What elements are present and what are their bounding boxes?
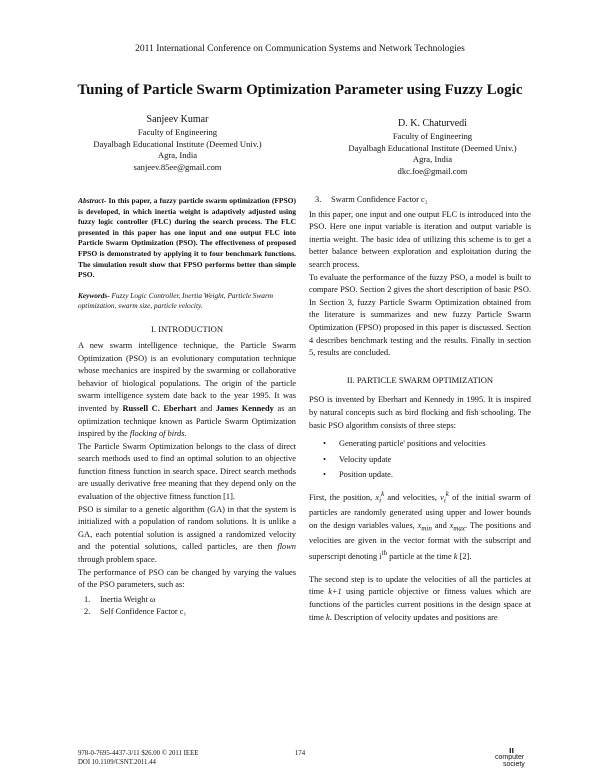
left-column [78,196,296,621]
paragraph: PSO is similar to a genetic algorithm (GA) in that the system is initialized with a population of random solutions. It is unlike a GA, each potential solution is assigned a randomized velocity and the potential solutions, called particles, are then flown through problem space. [78,504,296,565]
paragraph: In this paper, one input and one output FLC is introduced into the PSO. Here one input variable is iteration and output variable is inertia weight. The basic idea of utilizing this scheme is to get a better balance between exploration and exploitation during the search process. [309,209,531,269]
author-email: dkc.foe@gmail.com [397,165,468,176]
parameter-list-continued [309,194,531,207]
author-dept: Faculty of Engineering [137,127,218,137]
conference-header: 2011 International Conference on Communication Systems and Network Technologies [135,44,465,54]
section-heading-introduction: I. INTRODUCTION [150,323,224,334]
paragraph: The performance of PSO can be changed by varying the values of the PSO parameters, such as: [78,567,296,590]
keywords-label: Keywords- [78,290,110,300]
parameter-list [78,594,296,619]
author-email: sanjeev.85ee@gmail.com [133,161,222,172]
author-reference: Russell C. Eberhart [122,403,197,413]
paragraph: The Particle Swarm Optimization belongs to the class of direct search methods used to find an optimal solution to an objective function fitness function in search space. Direct search methods are usually derivative free meaning that they depend only on the evaluation of the objective fitness function [1]. [78,441,296,502]
computer-society-logo [495,747,525,768]
paragraph: A new swarm intelligence technique, the Particle Swarm Optimization (PSO) is an evolutionary computation technique whose mechanics are inspired by the swarming or collaborative behavior of biological populations. The origin of the particle swarm intelligence system date back to the year 1995. It was invented by Russell C. Eberhart and James Kennedy as an optimization technique known as Particle Swarm Optimization inspired by the flocking of birds. [78,340,296,439]
section-heading-pso: II. PARTICLE SWARM OPTIMIZATION [346,374,494,385]
author-block-2 [305,117,560,177]
emphasis: flown [277,542,296,552]
footer-doi: DOI 10.1109/CSNT.2011.44 [78,759,156,766]
author-location: Agra, India [157,150,198,160]
abstract-label: Abstract- [78,196,107,205]
logo-line: computer [495,754,525,761]
author-location: Agra, India [412,154,453,164]
logo-mark: ıı [509,745,515,755]
introduction-body [78,340,296,619]
abstract [78,196,296,281]
author-institute: Dayalbagh Educational Institute (Deemed Univ.) [348,142,517,153]
author-block-1 [55,113,300,173]
right-column [309,194,531,624]
list-item: • Position update. [309,469,531,482]
keywords-text: Fuzzy Logic Controller, Inertia Weight, Particle Swarm optimization, swarm size, particle velocity. [78,290,274,311]
paragraph: The second step is to update the velocities of all the particles at time k+1 using particle objective or fitness values which are functions of the particles current positions in the design space at time k. Description of velocity updates and positions are [309,574,531,622]
author-institute: Dayalbagh Educational Institute (Deemed Univ.) [93,138,262,149]
page-number: 174 [294,750,306,757]
keywords [78,291,296,312]
author-name: Sanjeev Kumar [146,114,209,125]
paper-title: Tuning of Particle Swarm Optimization Parameter using Fuzzy Logic [77,82,523,98]
list-item: • Generating particle' positions and velocities [309,438,531,451]
author-name: D. K. Chaturvedi [398,118,467,129]
paragraph: To evaluate the performance of the fuzzy PSO, a model is built to compare PSO. Section 2 gives the short description of basic PSO. In Section 3, fuzzy Particle Swarm Optimization obtained from the literature is summarizes and new fuzzy Particle Swarm Optimization (FPSO) proposed in this paper is discussed. Section 4 describes benchmark testing and the results. Finally in section 5, results are concluded. [309,272,531,358]
paragraph: PSO is invented by Eberhart and Kennedy in 1995. It is inspired by natural concepts such as bird flocking and fish schooling. The basic PSO algorithm consists of three steps: [309,395,531,430]
logo-line: society [503,761,525,768]
list-item: 1. Inertia Weight ω [84,594,156,604]
list-item: 2. Self Confidence Factor c₁ [84,607,187,617]
list-item: • Velocity update [309,454,531,467]
author-reference: James Kennedy [215,403,274,413]
abstract-text: In this paper, a fuzzy particle swarm optimization (FPSO) is developed, in which inertia weight is adaptively adjusted using fuzzy logic controller (FLC) during the search process. The FLC presented in this paper has one input and one output FLC into Particle Swarm Optimization (PSO). The effectiveness of proposed FPSO is demonstrated by applying it to four benchmark functions. The simulation result show that FPSO performs better than simple PSO. [78,196,296,280]
list-item: 3. Swarm Confidence Factor c₂ [315,195,428,204]
footer-isbn: 978-0-7695-4437-3/11 $26.00 © 2011 IEEE [78,750,199,757]
steps-list [309,438,531,482]
author-dept: Faculty of Engineering [392,131,473,141]
paragraph: First, the position, $x_i^k$ and velocities, $v_i^k$ of the initial swarm of particles are randomly generated using upper and lower bounds on the design variables values, $x_{min}$ and $x_{max}$. The positions and velocities are given in the vector format with the subscript and superscript denoting $i^{th}$ particle at the time k [2]. [309,489,531,562]
emphasis: flocking of birds [129,429,185,439]
